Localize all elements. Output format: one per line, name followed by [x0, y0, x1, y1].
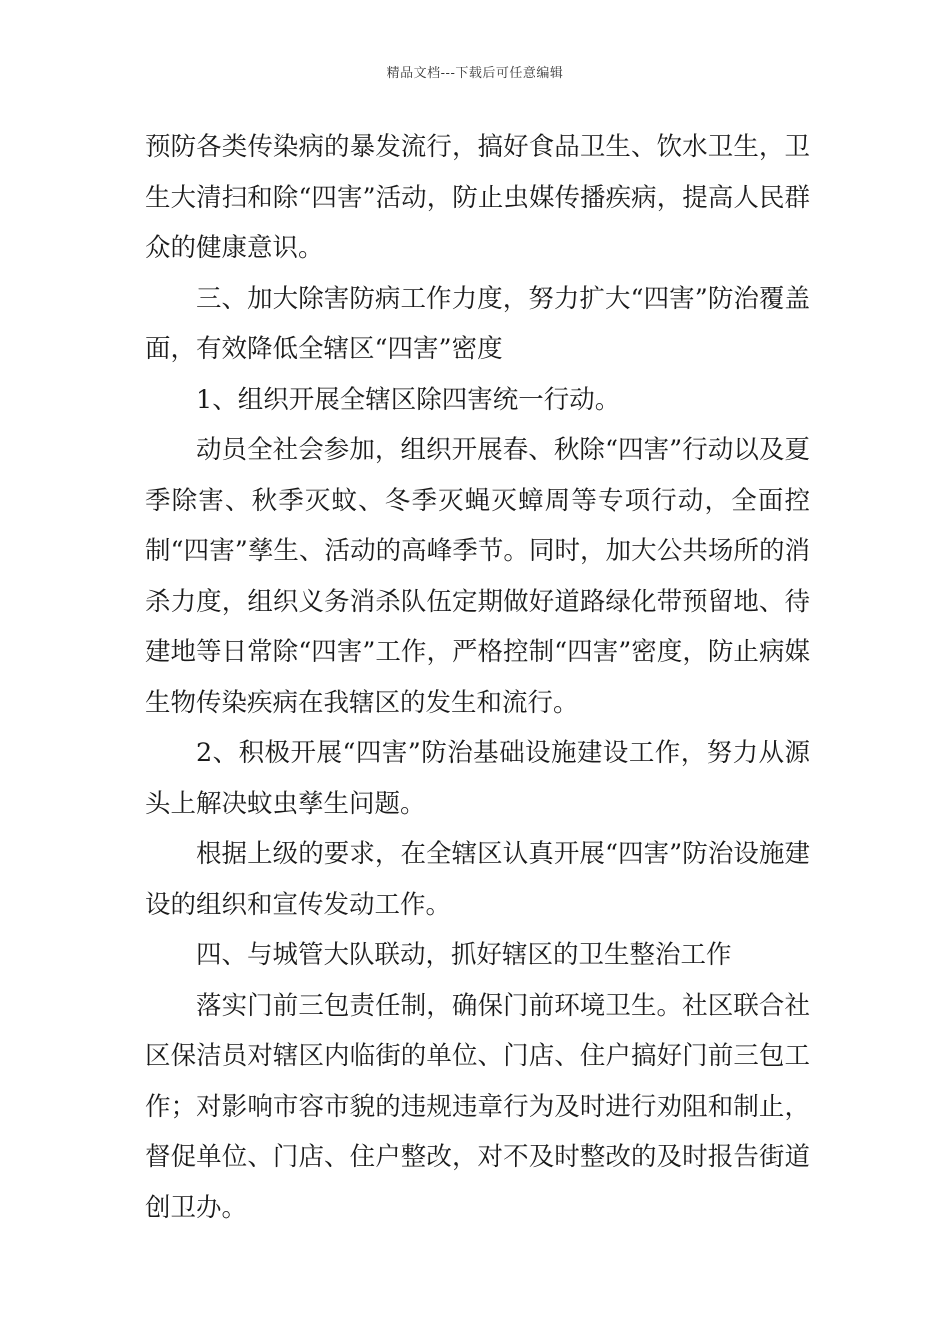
paragraph-responsibility: 落实门前三包责任制，确保门前环境卫生。社区联合社区保洁员对辖区内临街的单位、门店、住户搞好门前三包工作；对影响市容市貌的违规违章行为及时进行劝阻和制止，督促单位、门店、住户整改，对不及时整改的及时报告街道创卫办。	[145, 990, 810, 1223]
paragraph-continuation: 预防各类传染病的暴发流行，搞好食品卫生、饮水卫生，卫生大清扫和除“四害”活动，防止虫媒传播疾病，提高人民群众的健康意识。	[145, 132, 810, 263]
subsection-heading-two: 2、积极开展“四害”防治基础设施建设工作，努力从源头上解决蚊虫孳生问题。	[145, 738, 810, 819]
paragraph-facilities: 根据上级的要求，在全辖区认真开展“四害”防治设施建设的组织和宣传发动工作。	[145, 839, 810, 920]
page-header: 精品文档---下载后可任意编辑	[386, 66, 564, 81]
subsection-heading-one: 1、组织开展全辖区除四害统一行动。	[196, 384, 621, 415]
document-body	[145, 122, 810, 1233]
section-heading-three: 三、加大除害防病工作力度，努力扩大“四害”防治覆盖面，有效降低全辖区“四害”密度	[145, 283, 810, 364]
section-heading-four: 四、与城管大队联动，抓好辖区的卫生整治工作	[196, 940, 732, 970]
paragraph-mobilization: 动员全社会参加，组织开展春、秋除“四害”行动以及夏季除害、秋季灭蚊、冬季灭蝇灭蟑周等专项行动，全面控制“四害”孳生、活动的高峰季节。同时，加大公共场所的消杀力度，组织义务消杀队伍定期做好道路绿化带预留地、待建地等日常除“四害”工作，严格控制“四害”密度，防止病媒生物传染疾病在我辖区的发生和流行。	[145, 435, 810, 718]
